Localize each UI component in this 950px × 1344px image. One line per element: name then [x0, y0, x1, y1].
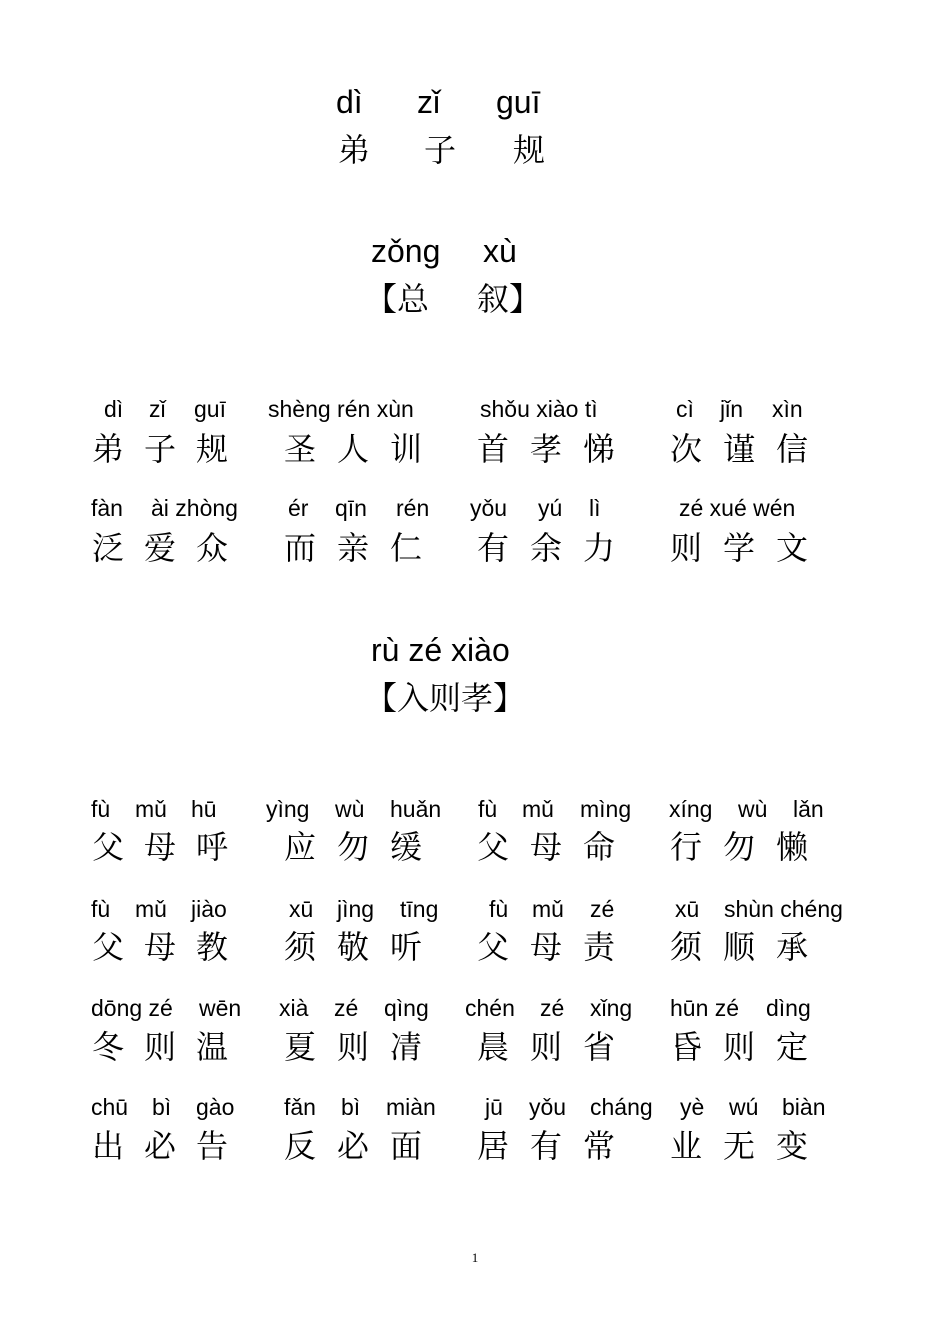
- section-1-heading-pinyin-1: zǒng: [371, 233, 441, 269]
- pinyin: jìng: [337, 896, 375, 922]
- hanzi: 听: [390, 928, 423, 966]
- pinyin: hū: [191, 796, 217, 822]
- hanzi: 则: [530, 1028, 563, 1066]
- pinyin: guī: [194, 396, 226, 422]
- pinyin: fù: [91, 796, 111, 822]
- hanzi: 必: [144, 1127, 177, 1165]
- hanzi: 则: [337, 1028, 370, 1066]
- hanzi: 弟: [92, 430, 125, 468]
- pinyin: fù: [489, 896, 509, 922]
- hanzi: 懒: [776, 828, 809, 866]
- pinyin: qīn: [335, 495, 367, 521]
- hanzi: 必: [337, 1127, 370, 1165]
- title-pinyin-1: dì: [336, 84, 363, 120]
- hanzi: 定: [776, 1028, 809, 1066]
- hanzi: 有: [477, 529, 510, 567]
- pinyin: dìng: [766, 995, 811, 1021]
- hanzi: 则: [670, 529, 703, 567]
- pinyin: ér: [288, 495, 309, 521]
- pinyin: xià: [279, 995, 309, 1021]
- hanzi: 爱: [144, 529, 177, 567]
- hanzi: 父: [92, 928, 125, 966]
- pinyin: fù: [478, 796, 498, 822]
- pinyin: wù: [738, 796, 768, 822]
- hanzi: 命: [583, 828, 616, 866]
- hanzi: 父: [477, 828, 510, 866]
- section-1-heading-pinyin-2: xù: [483, 233, 517, 269]
- pinyin: xìn: [772, 396, 803, 422]
- pinyin: dì: [104, 396, 124, 422]
- hanzi: 无: [723, 1127, 756, 1165]
- pinyin: yìng: [266, 796, 310, 822]
- title-pinyin-2: zǐ: [417, 84, 441, 120]
- hanzi: 训: [390, 430, 423, 468]
- pinyin: tīng: [400, 896, 439, 922]
- title-hanzi-1: 弟: [338, 131, 371, 169]
- pinyin: fàn: [91, 495, 123, 521]
- pinyin: yǒu: [529, 1094, 567, 1120]
- section-1-heading-hanzi-2: 叙】: [477, 280, 542, 318]
- pinyin: cháng: [590, 1094, 653, 1120]
- hanzi: 有: [530, 1127, 563, 1165]
- pinyin: biàn: [782, 1094, 826, 1120]
- hanzi: 圣: [284, 430, 317, 468]
- page-number: 1: [471, 1250, 479, 1265]
- hanzi: 凊: [390, 1028, 423, 1066]
- pinyin: mǔ: [522, 796, 554, 822]
- hanzi: 省: [583, 1028, 616, 1066]
- hanzi: 母: [144, 828, 177, 866]
- hanzi: 告: [196, 1127, 229, 1165]
- pinyin: lǎn: [793, 796, 824, 822]
- pinyin: jū: [485, 1094, 503, 1120]
- hanzi: 晨: [477, 1028, 510, 1066]
- pinyin: rén: [396, 495, 430, 521]
- hanzi: 而: [284, 529, 317, 567]
- pinyin: ài zhòng: [151, 495, 238, 521]
- pinyin: xū: [675, 896, 700, 922]
- hanzi: 母: [144, 928, 177, 966]
- pinyin: zé: [590, 896, 615, 922]
- hanzi: 人: [337, 430, 370, 468]
- hanzi: 居: [477, 1127, 510, 1165]
- hanzi: 亲: [337, 529, 370, 567]
- section-2-heading-hanzi: 【入则孝】: [365, 679, 526, 717]
- hanzi: 次: [670, 430, 703, 468]
- pinyin: xíng: [669, 796, 713, 822]
- pinyin: mìng: [580, 796, 632, 822]
- pinyin: yè: [680, 1094, 705, 1120]
- hanzi: 业: [670, 1127, 703, 1165]
- pinyin: lì: [589, 495, 601, 521]
- section-1-heading-hanzi-1: 【总: [365, 280, 430, 318]
- pinyin: hūn zé: [670, 995, 740, 1021]
- hanzi: 夏: [284, 1028, 317, 1066]
- pinyin: zé: [540, 995, 565, 1021]
- hanzi: 泛: [92, 529, 125, 567]
- pinyin: bì: [152, 1094, 172, 1120]
- hanzi: 母: [530, 928, 563, 966]
- hanzi: 出: [92, 1127, 125, 1165]
- hanzi: 谨: [723, 430, 756, 468]
- pinyin: wù: [335, 796, 365, 822]
- hanzi: 仁: [390, 529, 423, 567]
- hanzi: 温: [196, 1028, 229, 1066]
- section-2-heading-pinyin: rù zé xiào: [371, 632, 510, 668]
- hanzi: 昏: [670, 1028, 703, 1066]
- pinyin: mǔ: [532, 896, 564, 922]
- pinyin: zǐ: [149, 396, 166, 422]
- hanzi: 顺: [723, 928, 756, 966]
- pinyin: chū: [91, 1094, 129, 1120]
- title-hanzi-2: 子: [424, 131, 457, 169]
- pinyin: zé xué wén: [679, 495, 796, 521]
- hanzi: 须: [284, 928, 317, 966]
- hanzi: 则: [144, 1028, 177, 1066]
- pinyin: shùn chéng: [724, 896, 843, 922]
- pinyin: bì: [341, 1094, 361, 1120]
- title-hanzi-3: 规: [513, 131, 546, 169]
- pinyin: jiào: [191, 896, 227, 922]
- hanzi: 缓: [390, 828, 423, 866]
- pinyin: yú: [538, 495, 563, 521]
- hanzi: 承: [776, 928, 809, 966]
- hanzi: 勿: [723, 828, 756, 866]
- pinyin: shèng rén xùn: [268, 396, 414, 422]
- hanzi: 勿: [337, 828, 370, 866]
- hanzi: 众: [196, 529, 229, 567]
- pinyin: qìng: [384, 995, 429, 1021]
- hanzi: 孝: [530, 430, 563, 468]
- hanzi: 首: [477, 430, 510, 468]
- pinyin: zé: [334, 995, 359, 1021]
- hanzi: 则: [723, 1028, 756, 1066]
- pinyin: fǎn: [284, 1094, 316, 1120]
- title-pinyin-3: guī: [496, 84, 541, 120]
- hanzi: 文: [776, 529, 809, 567]
- hanzi: 力: [583, 529, 616, 567]
- hanzi: 父: [92, 828, 125, 866]
- pinyin: wēn: [199, 995, 242, 1021]
- hanzi: 责: [583, 928, 616, 966]
- pinyin: yǒu: [470, 495, 508, 521]
- pinyin: jǐn: [720, 396, 744, 422]
- hanzi: 应: [284, 828, 317, 866]
- hanzi: 反: [284, 1127, 317, 1165]
- pinyin: xǐng: [590, 995, 633, 1021]
- hanzi: 余: [530, 529, 563, 567]
- hanzi: 规: [196, 430, 229, 468]
- hanzi: 呼: [196, 828, 229, 866]
- pinyin: chén: [465, 995, 515, 1021]
- hanzi: 变: [776, 1127, 809, 1165]
- hanzi: 冬: [92, 1028, 125, 1066]
- hanzi: 母: [530, 828, 563, 866]
- hanzi: 悌: [583, 430, 616, 468]
- pinyin: miàn: [386, 1094, 436, 1120]
- hanzi: 子: [144, 430, 177, 468]
- pinyin: cì: [676, 396, 694, 422]
- pinyin: huǎn: [390, 796, 442, 822]
- hanzi: 父: [477, 928, 510, 966]
- hanzi: 行: [670, 828, 703, 866]
- pinyin: gào: [196, 1094, 235, 1120]
- pinyin: wú: [729, 1094, 759, 1120]
- pinyin: shǒu xiào tì: [480, 396, 598, 422]
- hanzi: 信: [776, 430, 809, 468]
- hanzi: 面: [390, 1127, 423, 1165]
- hanzi: 教: [196, 928, 229, 966]
- hanzi: 常: [583, 1127, 616, 1165]
- pinyin: dōng zé: [91, 995, 173, 1021]
- pinyin: mǔ: [135, 796, 167, 822]
- pinyin: xū: [289, 896, 314, 922]
- hanzi: 须: [670, 928, 703, 966]
- pinyin: mǔ: [135, 896, 167, 922]
- pinyin: fù: [91, 896, 111, 922]
- hanzi: 学: [723, 529, 756, 567]
- hanzi: 敬: [337, 928, 370, 966]
